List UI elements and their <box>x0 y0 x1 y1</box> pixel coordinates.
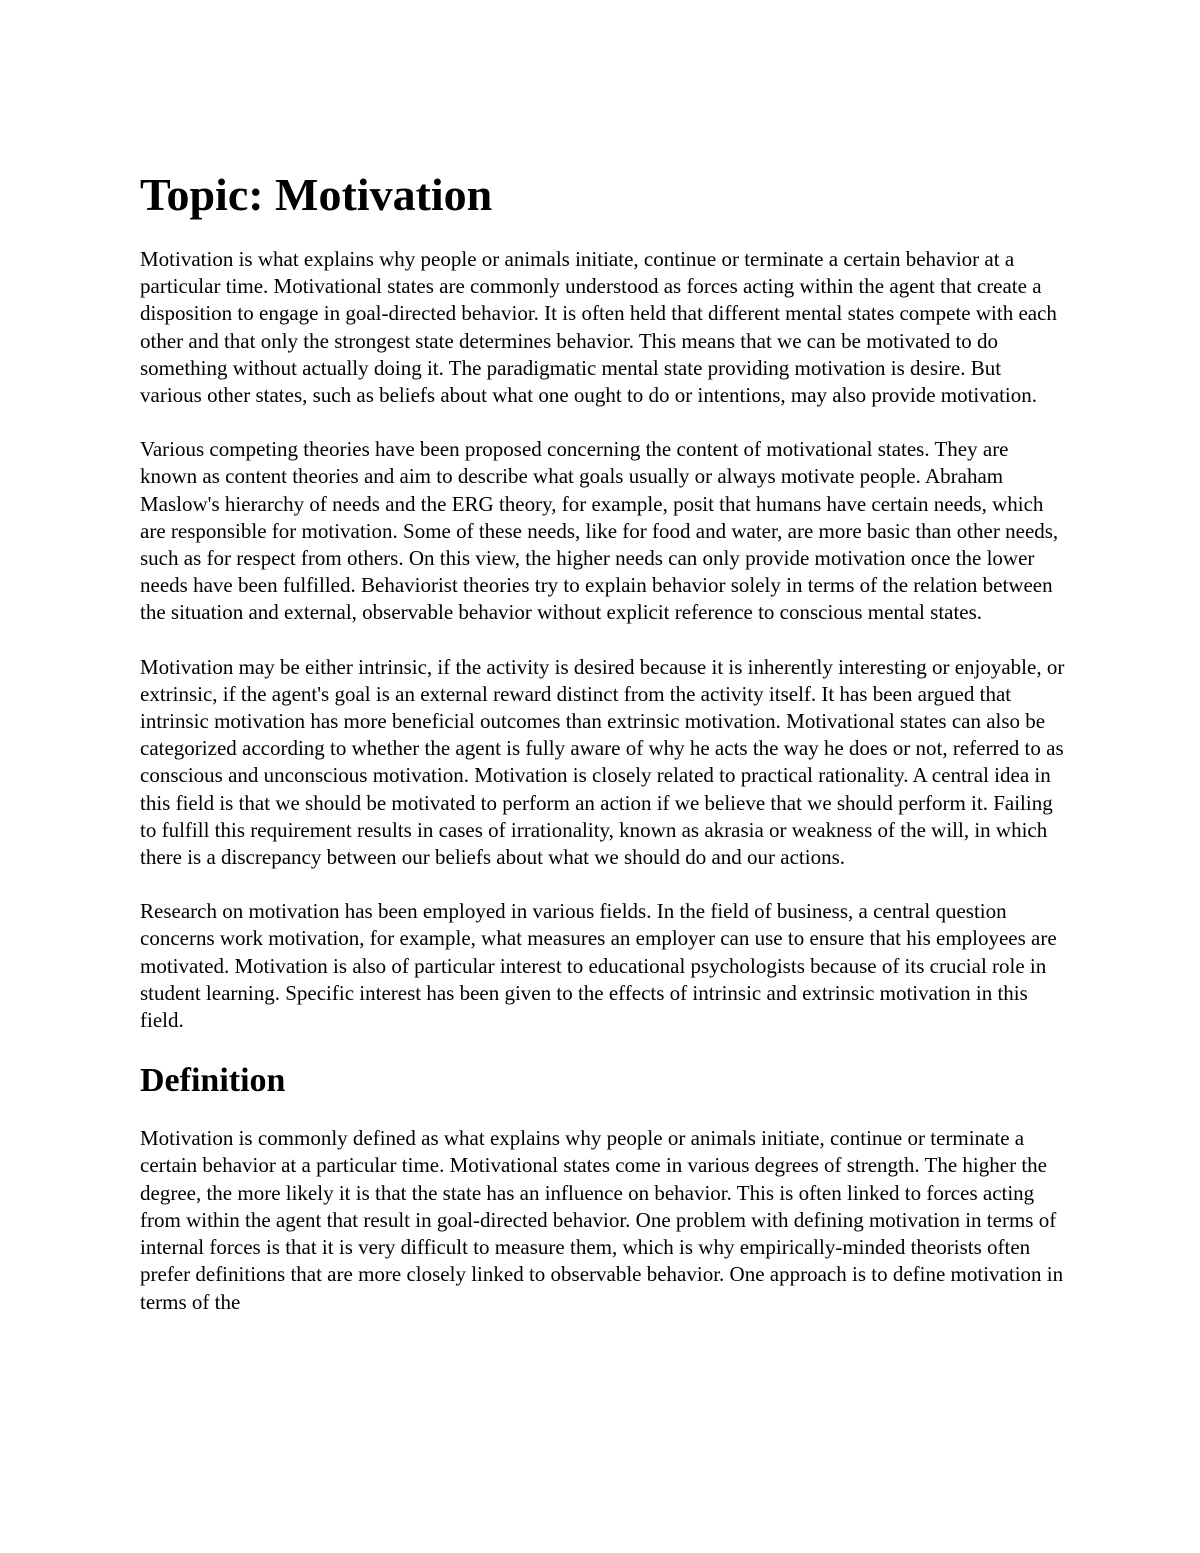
definition-heading: Definition <box>140 1062 286 1100</box>
page-title: Topic: Motivation <box>140 169 493 220</box>
intro-paragraph-3: Motivation may be either intrinsic, if the activity is desired because it is inherently interesting or enjoyable, or extrinsic, if the agent's goal is an external reward distinct from the activity itself. It has been argued that intrinsic motivation has more beneficial outcomes than extrinsic motivation. Motivational states can also be categorized according to whether the agent is fully aware of why he acts the way he does or not, referred to as conscious and unconscious motivation. Motivation is closely related to practical rationality. A central idea in this field is that we should be motivated to perform an action if we believe that we should perform it. Failing to fulfill this requirement results in cases of irrationality, known as akrasia or weakness of the will, in which there is a discrepancy between our beliefs about what we should do and our actions. <box>140 654 1065 870</box>
document-page <box>140 168 1065 1343</box>
intro-paragraph-4: Research on motivation has been employed in various fields. In the field of business, a central question concerns work motivation, for example, what measures an employer can use to ensure that his employees are motivated. Motivation is also of particular interest to educational psychologists because of its crucial role in student learning. Specific interest has been given to the effects of intrinsic and extrinsic motivation in this field. <box>140 899 1057 1033</box>
intro-paragraph-1: Motivation is what explains why people or animals initiate, continue or terminate a certain behavior at a particular time. Motivational states are commonly understood as forces acting within the agent that create a disposition to engage in goal-directed behavior. It is often held that different mental states compete with each other and that only the strongest state determines behavior. This means that we can be motivated to do something without actually doing it. The paradigmatic mental state providing motivation is desire. But various other states, such as beliefs about what one ought to do or intentions, may also provide motivation. <box>140 247 1057 408</box>
intro-paragraph-2: Various competing theories have been proposed concerning the content of motivational states. They are known as content theories and aim to describe what goals usually or always motivate people. Abraham Maslow's hierarchy of needs and the ERG theory, for example, posit that humans have certain needs, which are responsible for motivation. Some of these needs, like for food and water, are more basic than other needs, such as for respect from others. On this view, the higher needs can only provide motivation once the lower needs have been fulfilled. Behaviorist theories try to explain behavior solely in terms of the relation between the situation and external, observable behavior without explicit reference to conscious mental states. <box>140 437 1059 625</box>
definition-paragraph: Motivation is commonly defined as what explains why people or animals initiate, continue or terminate a certain behavior at a particular time. Motivational states come in various degrees of strength. The higher the degree, the more likely it is that the state has an influence on behavior. This is often linked to forces acting from within the agent that result in goal-directed behavior. One problem with defining motivation in terms of internal forces is that it is very difficult to measure them, which is why empirically-minded theorists often prefer definitions that are more closely linked to observable behavior. One approach is to define motivation in terms of the <box>140 1126 1064 1314</box>
